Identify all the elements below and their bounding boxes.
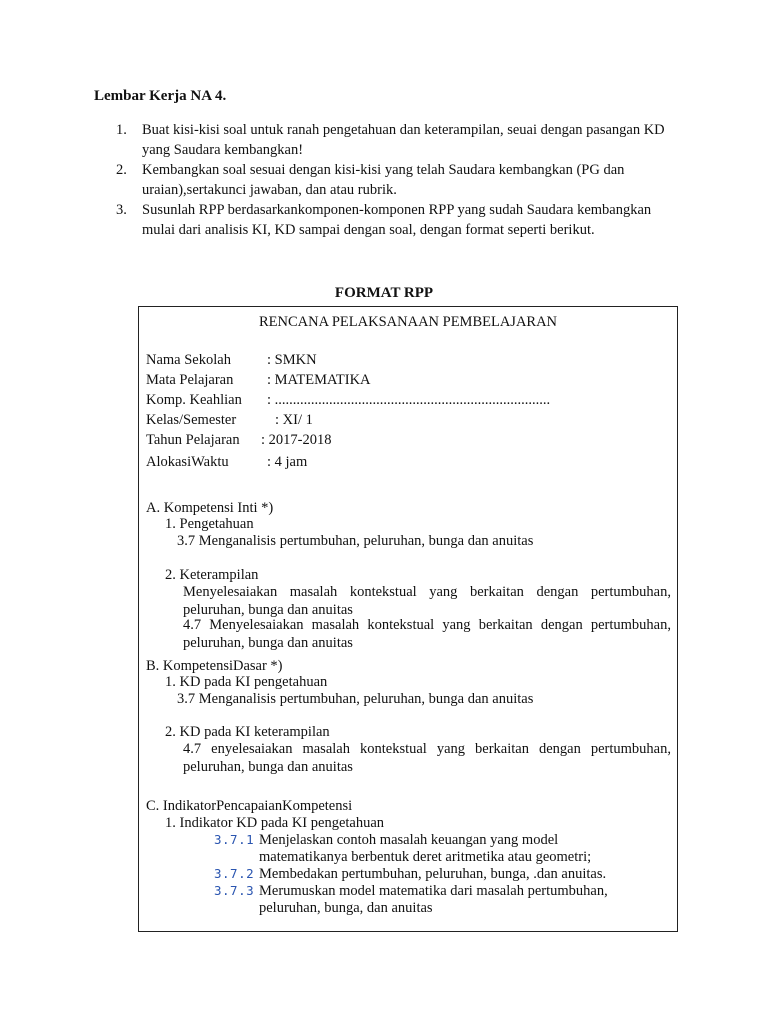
instruction-list — [116, 120, 676, 240]
section-a-title: A. Kompetensi Inti *) — [146, 500, 274, 516]
identity-label: Kelas/Semester — [146, 412, 237, 428]
section-c-sub1-title: 1. Indikator KD pada KI pengetahuan — [165, 815, 385, 831]
section-b-sub1-text: 3.7 Menganalisis pertumbuhan, peluruhan, bunga dan anuitas — [177, 691, 534, 707]
identity-value: : ............................................................................ — [267, 392, 551, 408]
indicator-code: 3.7.1 — [214, 832, 255, 847]
identity-value: : XI/ 1 — [275, 412, 313, 428]
section-a-sub2-text: Menyelesaiakan masalah kontekstual yang berkaitan dengan pertumbuhan, peluruhan, bunga dan anuitas — [183, 584, 671, 618]
rpp-heading: RENCANA PELAKSANAAN PEMBELAJARAN — [258, 314, 558, 330]
identity-value: : 2017-2018 — [261, 432, 332, 448]
identity-label: Mata Pelajaran — [146, 372, 234, 388]
instruction-item — [116, 200, 676, 240]
instruction-text: Buat kisi-kisi soal untuk ranah pengetahuan dan keterampilan, seuai dengan pasangan KD yang Saudara kembangkan! — [142, 122, 665, 158]
indicator-text: peluruhan, bunga, dan anuitas — [259, 900, 433, 916]
instruction-number: 3. — [116, 202, 127, 218]
identity-label: Tahun Pelajaran — [146, 432, 240, 448]
section-b-sub1-title: 1. KD pada KI pengetahuan — [165, 674, 328, 690]
instruction-number: 1. — [116, 122, 127, 138]
indicator-code: 3.7.3 — [214, 883, 255, 898]
identity-label: AlokasiWaktu — [146, 454, 229, 470]
instruction-text: Kembangkan soal sesuai dengan kisi-kisi yang telah Saudara kembangkan (PG dan uraian),sertakunci jawaban, dan atau rubrik. — [142, 162, 625, 198]
section-a-sub1-text: 3.7 Menganalisis pertumbuhan, peluruhan, bunga dan anuitas — [177, 533, 534, 549]
instruction-item — [116, 160, 676, 200]
identity-value: : MATEMATIKA — [267, 372, 371, 388]
instruction-item — [116, 120, 676, 160]
indicator-text: Membedakan pertumbuhan, peluruhan, bunga, .dan anuitas. — [259, 866, 607, 882]
indicator-text: Merumuskan model matematika dari masalah pertumbuhan, — [259, 883, 608, 899]
section-c-title: C. IndikatorPencapaianKompetensi — [146, 798, 353, 814]
section-a-sub2-title: 2. Keterampilan — [165, 567, 259, 583]
identity-value: : SMKN — [267, 352, 317, 368]
indicator-text: Menjelaskan contoh masalah keuangan yang model — [259, 832, 559, 848]
rpp-box — [138, 306, 678, 932]
section-b-sub2-title: 2. KD pada KI keterampilan — [165, 724, 330, 740]
instruction-text: Susunlah RPP berdasarkankomponen-komponen RPP yang sudah Saudara kembangkan mulai dari analisis KI, KD sampai dengan soal, dengan format seperti berikut. — [142, 202, 652, 238]
worksheet-title: Lembar Kerja NA 4. — [94, 88, 227, 104]
section-b-sub2-text: 4.7 enyelesaiakan masalah kontekstual yang berkaitan dengan pertumbuhan, peluruhan, bunga dan anuitas — [183, 741, 671, 775]
section-a-sub1-title: 1. Pengetahuan — [165, 516, 254, 532]
identity-label: Nama Sekolah — [146, 352, 231, 368]
indicator-code: 3.7.2 — [214, 866, 255, 881]
identity-value: : 4 jam — [267, 454, 308, 470]
identity-label: Komp. Keahlian — [146, 392, 242, 408]
section-b-title: B. KompetensiDasar *) — [146, 658, 283, 674]
indicator-text: matematikanya berbentuk deret aritmetika atau geometri; — [259, 849, 592, 865]
section-a-sub2-text: 4.7 Menyelesaiakan masalah kontekstual yang berkaitan dengan pertumbuhan, peluruhan, bunga dan anuitas — [183, 617, 671, 651]
format-heading: FORMAT RPP — [334, 285, 434, 301]
instruction-number: 2. — [116, 162, 127, 178]
